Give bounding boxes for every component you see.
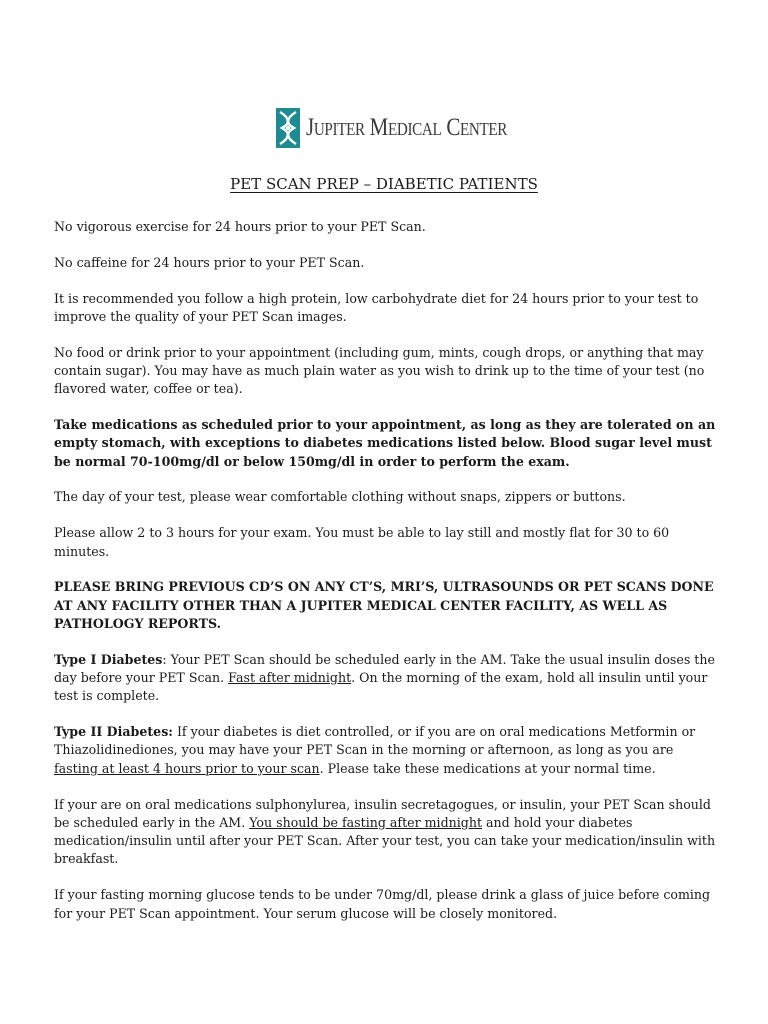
glucose-instruction: If your fasting morning glucose tends to be under 70mg/dl, please drink a glass of juice before coming for your PET Scan appointment. Your serum glucose will be closely monitored. (54, 887, 711, 921)
jupiter-medical-center-logo (276, 108, 545, 148)
type-1-diabetes-instruction (54, 651, 716, 706)
page-title: PET SCAN PREP – DIABETIC PATIENTS (230, 175, 538, 193)
oral-medication-text-b: and hold your diabetes medication/insulin until after your PET Scan. After your test, you can take your medication/insulin with breakfast. (54, 814, 716, 867)
food-drink-instruction: No food or drink prior to your appointment (including gum, mints, cough drops, or anything that may contain sugar). You may have as much plain water as you wish to drink up to the time of your test (no flavored water, coffee or tea). (54, 344, 705, 397)
type-2-underline: fasting at least 4 hours prior to your scan (54, 760, 320, 776)
instructions-body (54, 218, 716, 940)
type-1-underline: Fast after midnight (228, 670, 352, 686)
oral-medication-text-a: If your are on oral medications sulphonylurea, insulin secretagogues, or insulin, your PET Scan should be scheduled early in the AM. (54, 796, 711, 830)
type-2-text-b: . Please take these medications at your normal time. (319, 760, 656, 776)
medication-instruction: Take medications as scheduled prior to your appointment, as long as they are tolerated on an empty stomach, with exceptions to diabetes medications listed below. Blood sugar level must be normal 70-100mg/dl or below 150mg/dl in order to perform the exam. (54, 417, 716, 469)
logo-text: Jupiter Medical Center (306, 114, 508, 141)
logo-mark-icon (276, 108, 300, 148)
type-1-text-a: : Your PET Scan should be scheduled early in the AM. Take the usual insulin doses the day before your PET Scan. (54, 651, 715, 686)
previous-records-instruction: PLEASE BRING PREVIOUS CD’S ON ANY CT’S, MRI’S, ULTRASOUNDS OR PET SCANS DONE AT ANY FACILITY OTHER THAN A JUPITER MEDICAL CENTER FACILITY, AS WELL AS PATHOLOGY REPORTS. (54, 579, 714, 631)
exercise-instruction: No vigorous exercise for 24 hours prior to your PET Scan. (54, 219, 426, 234)
type-2-diabetes-instruction (54, 723, 716, 778)
type-1-text-b: . On the morning of the exam, hold all insulin until your test is complete. (54, 670, 708, 704)
type-2-label: Type II Diabetes: (54, 724, 173, 740)
oral-medication-underline: You should be fasting after midnight (249, 814, 483, 830)
exam-duration-instruction: Please allow 2 to 3 hours for your exam. You must be able to lay still and mostly flat for 30 to 60 minutes. (54, 525, 670, 559)
clothing-instruction: The day of your test, please wear comfortable clothing without snaps, zippers or buttons. (54, 489, 626, 505)
oral-medication-instruction (54, 796, 716, 869)
type-1-label: Type I Diabetes (54, 651, 163, 667)
diet-instruction: It is recommended you follow a high protein, low carbohydrate diet for 24 hours prior to your test to improve the quality of your PET Scan images. (54, 290, 699, 324)
type-2-text-a: If your diabetes is diet controlled, or if you are on oral medications Metformin or Thiazolidinediones, you may have your PET Scan in the morning or afternoon, as long as you are (54, 724, 696, 758)
caffeine-instruction: No caffeine for 24 hours prior to your PET Scan. (54, 254, 365, 270)
